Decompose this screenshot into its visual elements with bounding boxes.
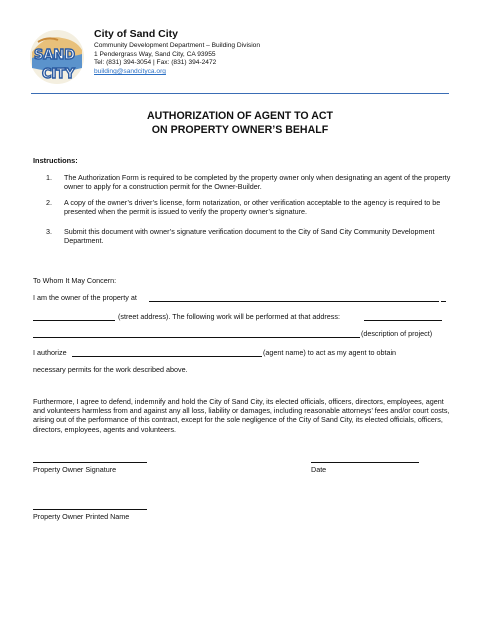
owner-line-label: I am the owner of the property at [33,293,137,302]
agent-name-field[interactable] [72,356,262,357]
logo-text-sand: SAND [34,48,76,63]
salutation: To Whom It May Concern: [33,276,117,285]
email-link[interactable]: building@sandcityca.org [94,68,166,75]
date-line[interactable] [311,462,419,463]
form-title-line-2: ON PROPERTY OWNER’S BEHALF [151,124,329,136]
owner-printed-name-line[interactable] [33,509,147,510]
city-logo [28,28,86,86]
form-title-line-1: AUTHORIZATION OF AGENT TO ACT [147,110,333,122]
project-description-field[interactable] [33,337,360,338]
indemnity-paragraph: Furthermore, I agree to defend, indemnify and hold the City of Sand City, its elected officials, officers, directors, employees, agent and volunteers harmless from and against any all loss, liability or damages, including reasonable attorneys’ fees and/or court costs, arising out of the performance of this contract, except for the sole negligence of the City of Sand City, its elected officials, officers, directors, employees, agents and volunteers. [33,397,450,434]
instruction-item: Submit this document with owner’s signature verification document to the City of Sand City Community Development Department. [64,227,435,246]
authorize-label: I authorize [33,348,67,357]
field-underline [441,301,446,302]
instruction-number: 2. [46,198,52,207]
project-description-label: (description of project) [361,329,433,338]
street-address-label: (street address). The following work will be performed at that address: [118,312,340,321]
address: 1 Pendergrass Way, Sand City, CA 93955 [94,50,216,58]
header-divider [31,93,449,94]
instruction-number: 3. [46,227,52,236]
city-name: City of Sand City [94,28,179,40]
owner-printed-name-label: Property Owner Printed Name [33,512,130,521]
agent-name-label: (agent name) to act as my agent to obtain [263,348,397,357]
phone-fax: Tel: (831) 394-3054 | Fax: (831) 394-2472 [94,59,217,66]
street-address-field[interactable] [33,320,115,321]
logo-text-city: CITY [42,67,75,82]
instruction-item: The Authorization Form is required to be completed by the property owner only when designating an agent of the property owner to apply for a construction permit for the Owner-Builder. [64,173,451,192]
instruction-item: A copy of the owner’s driver’s license, form notarization, or other verification acceptable to the agency is required to be presented when the permit is issued to verify the property owner’s signature. [64,198,441,217]
owner-signature-label: Property Owner Signature [33,465,117,474]
permits-line: necessary permits for the work described above. [33,365,188,374]
instruction-number: 1. [46,173,52,182]
property-address-field[interactable] [149,301,439,302]
owner-signature-line[interactable] [33,462,147,463]
date-label: Date [311,465,327,474]
instructions-heading: Instructions: [33,156,78,165]
department-name: Community Development Department – Building Division [94,42,261,49]
work-address-field[interactable] [364,320,442,321]
